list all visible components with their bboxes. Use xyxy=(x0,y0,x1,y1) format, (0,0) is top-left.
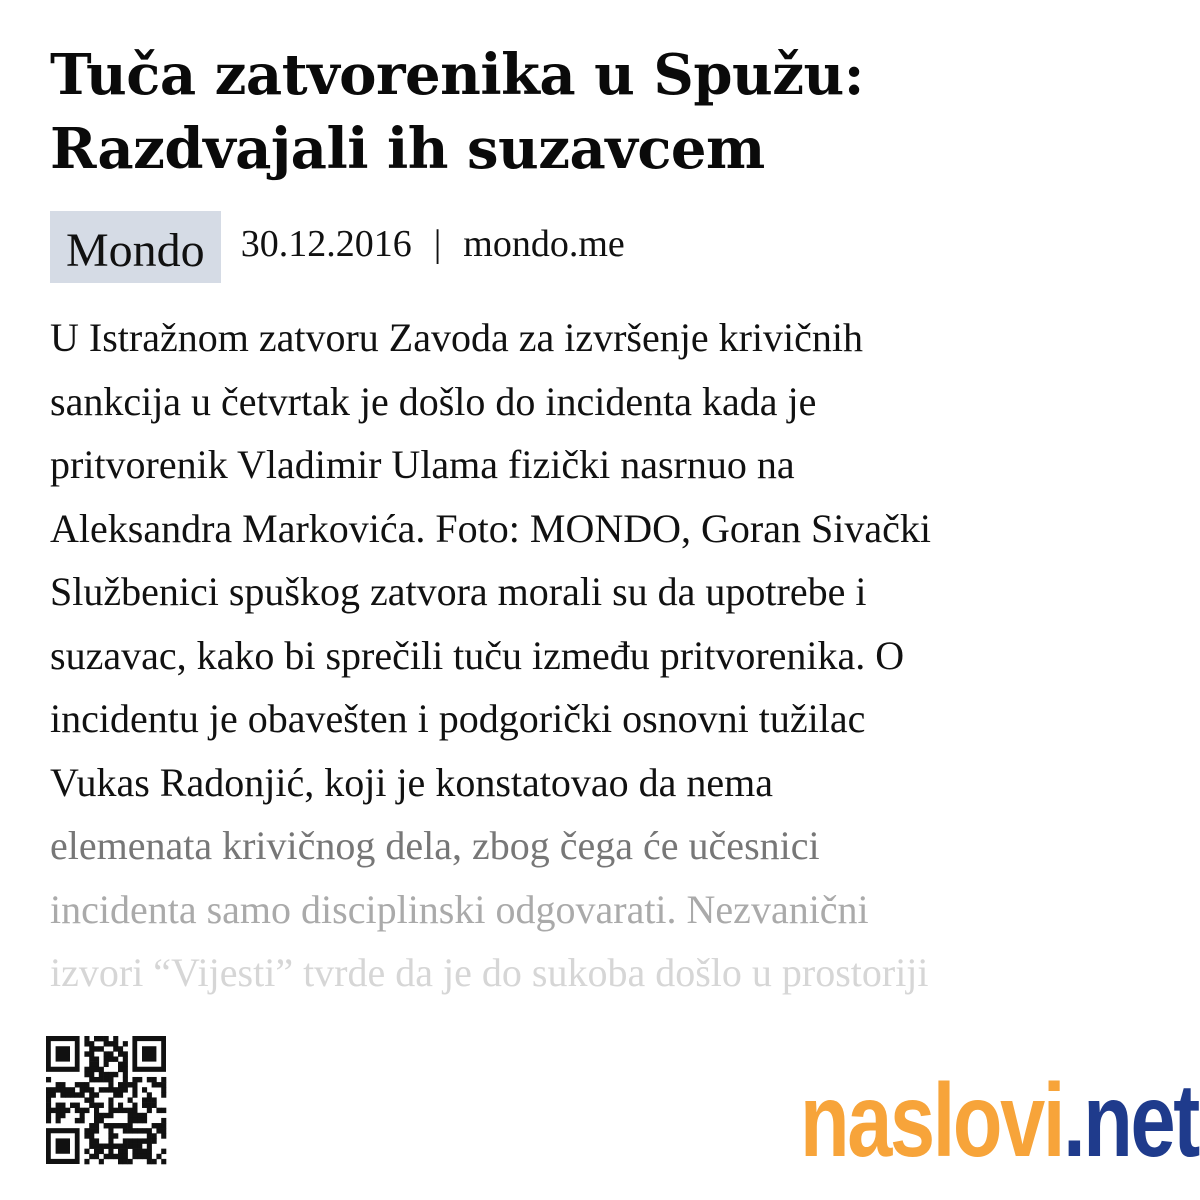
body-line: Vukas Radonjić, koji je konstatovao da nema xyxy=(50,759,773,805)
body-line: sankcija u četvrtak je došlo do incidenta kada je xyxy=(50,378,817,424)
article-body xyxy=(50,306,1160,1005)
source-badge[interactable]: Mondo xyxy=(50,211,221,283)
logo-text-naslovi: naslovi xyxy=(800,1062,1064,1179)
svg-text:naslovi.net xyxy=(800,1062,1199,1178)
body-line: suzavac, kako bi sprečili tuču između pritvorenika. O xyxy=(50,632,905,678)
body-line: elemenata krivičnog dela, zbog čega će učesnici xyxy=(50,823,820,868)
body-line: Aleksandra Markovića. Foto: MONDO, Goran Sivački xyxy=(50,505,931,551)
article-headline: Tuča zatvorenika u Spužu: Razdvajali ih suzavcem xyxy=(50,42,864,182)
article-meta xyxy=(50,211,625,283)
source-website[interactable]: mondo.me xyxy=(463,223,625,265)
meta-info xyxy=(241,211,625,277)
body-line: incidenta samo disciplinski odgovarati. Nezvanični xyxy=(50,886,869,932)
publish-date: 30.12.2016 xyxy=(240,223,412,265)
body-line: U Istražnom zatvoru Zavoda za izvršenje krivičnih xyxy=(50,315,864,360)
logo-text-net: .net xyxy=(1063,1062,1198,1179)
body-line: pritvorenik Vladimir Ulama fizički nasrnuo na xyxy=(50,442,795,487)
body-line: incidentu je obavešten i podgorički osnovni tužilac xyxy=(50,696,866,741)
body-line: izvori “Vijesti” tvrde da je do sukoba došlo u prostoriji xyxy=(50,950,929,995)
qr-code-icon xyxy=(46,1036,166,1164)
meta-separator: | xyxy=(433,223,442,265)
body-line: Službenici spuškog zatvora morali su da upotrebe i xyxy=(50,569,867,614)
naslovi-net-logo[interactable] xyxy=(800,1058,1198,1179)
